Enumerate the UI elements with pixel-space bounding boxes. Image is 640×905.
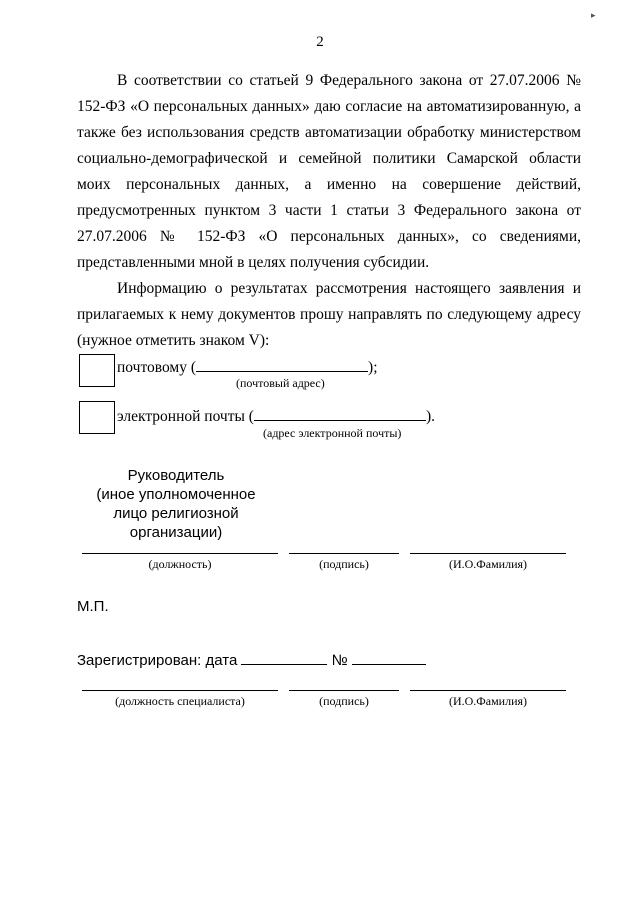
registration-number-field[interactable] [352,651,426,665]
postal-caption: (почтовый адрес) [236,376,325,390]
head-title [86,466,266,542]
registration-line [77,651,426,669]
stamp-label: М.П. [77,598,109,615]
page-number: 2 [316,34,324,50]
scan-mark: ▸ [591,10,596,20]
head-line-4: организации) [129,524,223,541]
postal-option [117,358,378,377]
specialist-name-caption: (И.О.Фамилия) [448,694,528,708]
head-line-3: лицо религиозной [113,505,239,522]
head-line-2: (иное уполномоченное [96,486,256,503]
postal-end: ); [368,359,378,376]
consent-paragraph: В соответствии со статьей 9 Федерального закона от 27.07.2006 № 152-ФЗ «О персональных данных» даю согласие на автоматизированную, а также без использования средств автоматизации обработку министерством социально-демографической и семейной политики Самарской области моих персональных данных, а именно на совершение действий, предусмотренных пунктом 3 части 1 статьи 3 Федерального закона от 27.07.2006 № 152-ФЗ «О персональных данных», со сведениями, представленными мной в целях получения субсидии. [77,72,581,271]
signature-line[interactable] [289,553,399,554]
specialist-position-caption: (должность специалиста) [115,694,245,708]
name-line[interactable] [410,553,566,554]
email-address-field[interactable] [254,407,426,421]
email-end: ). [425,408,435,425]
specialist-signature-line[interactable] [289,690,399,691]
position-line[interactable] [82,553,278,554]
registration-label: Зарегистрирован: дата [77,652,238,669]
registration-date-field[interactable] [241,651,327,665]
email-label: электронной почты ( [117,408,254,425]
registration-number-label: № [331,652,348,669]
info-paragraph: Информацию о результатах рассмотрения настоящего заявления и прилагаемых к нему документов прошу направлять по следующему адресу (нужное отметить знаком V): [77,280,581,349]
email-caption: (адрес электронной почты) [263,426,402,440]
postal-label: почтовому ( [117,359,197,376]
specialist-name-line[interactable] [410,690,566,691]
specialist-signature-caption: (подпись) [319,694,369,708]
signature-caption: (подпись) [319,557,369,571]
position-caption: (должность) [148,557,212,571]
postal-checkbox[interactable] [79,354,115,387]
email-option [117,407,435,426]
specialist-position-line[interactable] [82,690,278,691]
email-checkbox[interactable] [79,401,115,434]
name-caption: (И.О.Фамилия) [448,557,528,571]
postal-address-field[interactable] [196,358,368,372]
head-line-1: Руководитель [127,467,225,484]
